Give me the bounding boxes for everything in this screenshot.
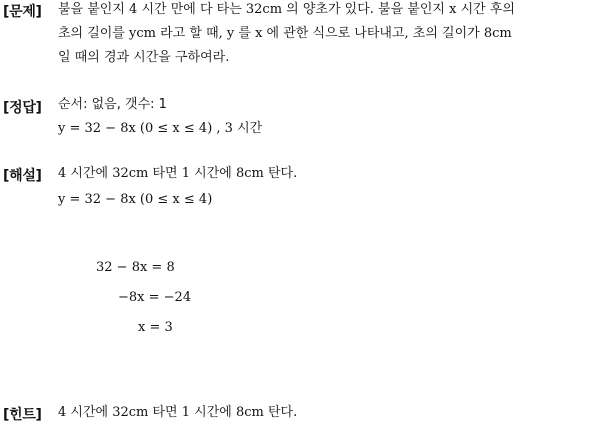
problem-line-3: 일 때의 경과 시간을 구하여라. <box>58 50 230 65</box>
answer-formula: y = 32 − 8x (0 ≤ x ≤ 4) , 3 시간 <box>58 121 263 136</box>
problem-line-1: 불을 붙인지 4 시간 만에 다 타는 32cm 의 양초가 있다. 불을 붙인지 x 시간 후의 <box>58 2 515 17</box>
answer-tag: [정답] <box>3 100 42 116</box>
problem-line-2: 초의 길이를 ycm 라고 할 때, y 를 x 에 관한 식으로 나타내고, 초의 길이가 8cm <box>58 26 512 41</box>
answer-meta: 순서: 없음, 갯수: 1 <box>58 97 167 112</box>
equation-step-2: −8x = −24 <box>118 290 192 305</box>
equation-step-1: 32 − 8x = 8 <box>96 260 175 275</box>
hint-tag: [힌트] <box>3 407 42 423</box>
explanation-formula: y = 32 − 8x (0 ≤ x ≤ 4) <box>58 192 213 207</box>
explanation-tag: [해설] <box>3 168 42 184</box>
explanation-line-1: 4 시간에 32cm 타면 1 시간에 8cm 탄다. <box>58 166 298 181</box>
problem-tag: [문제] <box>3 4 42 20</box>
hint-line: 4 시간에 32cm 타면 1 시간에 8cm 탄다. <box>58 405 298 420</box>
equation-step-3: x = 3 <box>138 320 173 335</box>
